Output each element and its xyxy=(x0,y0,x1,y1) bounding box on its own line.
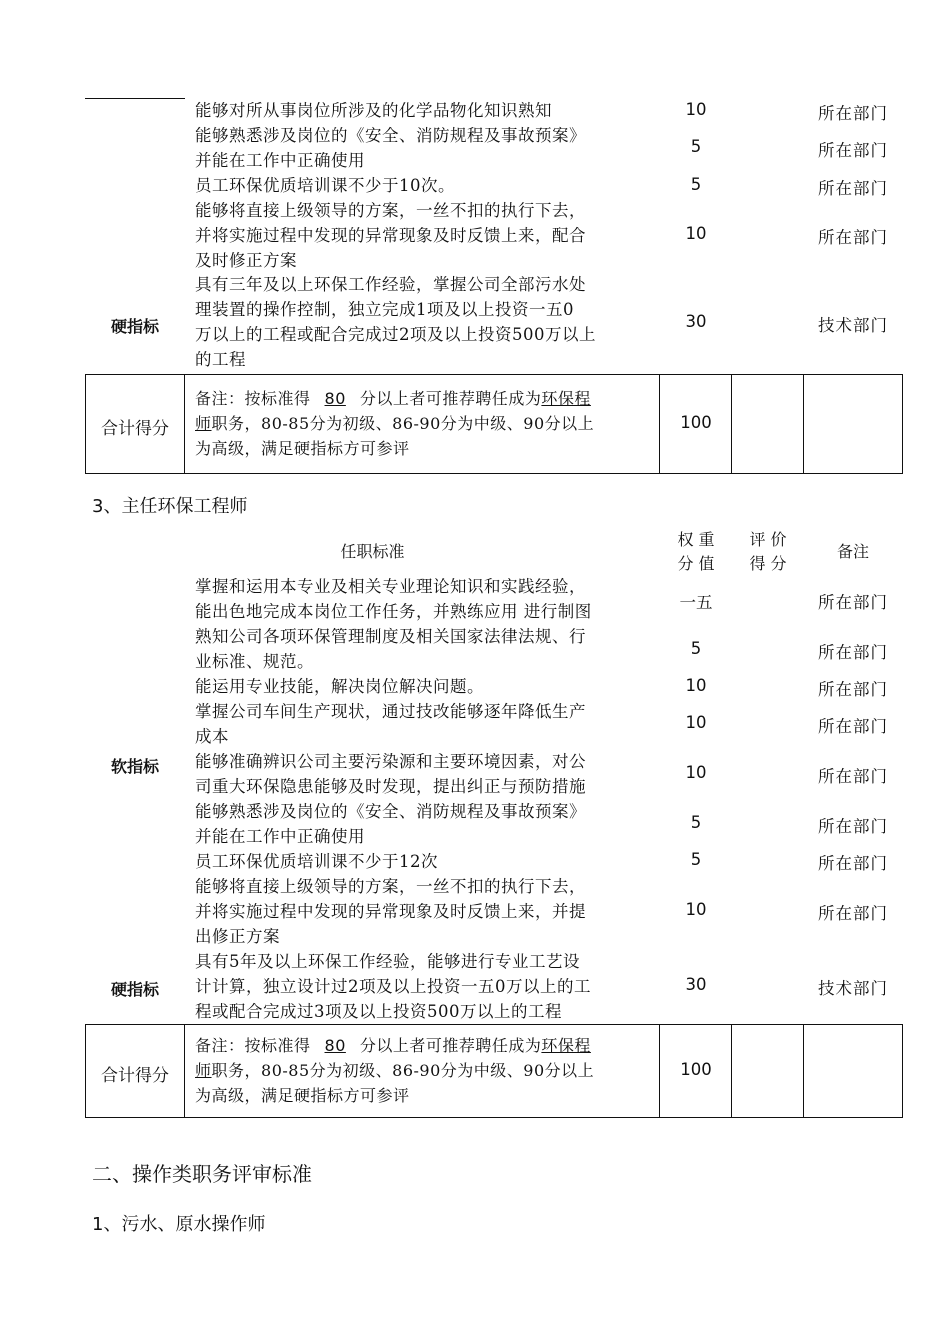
note-title-cont: 师 xyxy=(195,1061,212,1080)
header-weight: 权 重 分 值 xyxy=(677,530,715,573)
dept-value: 所在部门 xyxy=(818,643,888,662)
weight-value: 5 xyxy=(690,850,702,869)
standard-text: 具有5年及以上环保工作经验，能够进行专业工艺设 计计算，独立设计过2项及以上投资一五0万以上的工 程或配合完成过3项及以上投资500万以上的工程 xyxy=(195,952,591,1021)
weight-value: 30 xyxy=(685,975,707,994)
table-top-rule xyxy=(85,98,185,99)
dept-value: 技术部门 xyxy=(818,316,888,335)
dept-value: 所在部门 xyxy=(818,179,888,198)
standard-text: 具有三年及以上环保工作经验，掌握公司全部污水处 理装置的操作控制，独立完成1项及以上投资一五0 万以上的工程或配合完成过2项及以上投资500万以上 的工程 xyxy=(195,275,596,369)
standard-text: 能够将直接上级领导的方案，一丝不扣的执行下去， 并将实施过程中发现的异常现象及时反馈上来，配合 及时修正方案 xyxy=(195,201,586,270)
sub-heading: 1、污水、原水操作师 xyxy=(92,1214,266,1235)
note-rest: 职务，80-85分为初级、86-90分为中级、90分以上 为高级，满足硬指标方可参评 xyxy=(195,414,595,458)
total-label: 合计得分 xyxy=(101,419,169,439)
dept-value: 所在部门 xyxy=(818,904,888,923)
standard-text: 员工环保优质培训课不少于12次 xyxy=(195,852,438,871)
dept-value: 所在部门 xyxy=(818,141,888,160)
dept-value: 所在部门 xyxy=(818,680,888,699)
dept-value: 所在部门 xyxy=(818,717,888,736)
weight-value: 10 xyxy=(685,900,707,919)
section-heading: 二、操作类职务评审标准 xyxy=(92,1162,312,1186)
hard-indicator-label: 硬指标 xyxy=(110,317,159,336)
standard-text: 能够熟悉涉及岗位的《安全、消防规程及事故预案》 并能在工作中正确使用 xyxy=(195,126,586,170)
note-prefix: 备注：按标准得 xyxy=(195,1036,311,1055)
section-heading: 3、主任环保工程师 xyxy=(92,496,248,517)
col-divider xyxy=(803,374,804,474)
dept-value: 所在部门 xyxy=(818,767,888,786)
weight-value: 10 xyxy=(685,100,707,119)
hard-indicator-label: 硬指标 xyxy=(110,980,159,999)
standard-text: 员工环保优质培训课不少于10次。 xyxy=(195,176,455,195)
dept-value: 所在部门 xyxy=(818,104,888,123)
weight-value: 10 xyxy=(685,676,707,695)
note-title-cont: 师 xyxy=(195,414,212,433)
dept-value: 所在部门 xyxy=(818,854,888,873)
weight-value: 5 xyxy=(690,137,702,156)
header-remark: 备注 xyxy=(836,542,869,561)
standard-text: 能够准确辨识公司主要污染源和主要环境因素，对公 司重大环保隐患能够及时发现，提出纠正与预防措施 xyxy=(195,752,586,796)
note-mid: 分以上者可推荐聘任成为 xyxy=(359,389,542,408)
note-title: 环保程 xyxy=(541,1036,591,1055)
soft-indicator-label: 软指标 xyxy=(110,757,159,776)
standard-text: 掌握公司车间生产现状，通过技改能够逐年降低生产 成本 xyxy=(195,702,586,746)
total-value: 100 xyxy=(680,413,712,432)
total-value: 100 xyxy=(680,1060,712,1079)
weight-value: 5 xyxy=(690,639,702,658)
weight-value: 5 xyxy=(690,175,702,194)
note-mid: 分以上者可推荐聘任成为 xyxy=(359,1036,542,1055)
header-standard: 任职标准 xyxy=(340,542,405,561)
dept-value: 所在部门 xyxy=(818,817,888,836)
standard-text: 熟知公司各项环保管理制度及相关国家法律法规、行 业标准、规范。 xyxy=(195,627,586,671)
weight-value: 30 xyxy=(685,312,707,331)
note-score: 80 xyxy=(324,1036,346,1055)
weight-value: 10 xyxy=(685,713,707,732)
note-text xyxy=(195,386,655,461)
note-rest: 职务，80-85分为初级、86-90分为中级、90分以上 为高级，满足硬指标方可参评 xyxy=(195,1061,595,1105)
note-prefix: 备注：按标准得 xyxy=(195,389,311,408)
weight-value: 一五 xyxy=(679,593,713,612)
weight-value: 10 xyxy=(685,224,707,243)
dept-value: 技术部门 xyxy=(818,979,888,998)
note-title: 环保程 xyxy=(541,389,591,408)
header-score: 评 价 得 分 xyxy=(749,530,787,573)
weight-value: 10 xyxy=(685,763,707,782)
standard-text: 掌握和运用本专业及相关专业理论知识和实践经验， 能出色地完成本岗位工作任务，并熟练应用 进行制图 xyxy=(195,577,592,621)
standard-text: 能够熟悉涉及岗位的《安全、消防规程及事故预案》 并能在工作中正确使用 xyxy=(195,802,586,846)
total-label: 合计得分 xyxy=(101,1066,169,1086)
note-text xyxy=(195,1033,655,1108)
col-divider xyxy=(803,1024,804,1118)
standard-text: 能运用专业技能，解决岗位解决问题。 xyxy=(195,677,484,696)
dept-value: 所在部门 xyxy=(818,593,888,612)
weight-value: 5 xyxy=(690,813,702,832)
standard-text: 能够对所从事岗位所涉及的化学品物化知识熟知 xyxy=(195,101,552,120)
note-score: 80 xyxy=(324,389,346,408)
dept-value: 所在部门 xyxy=(818,228,888,247)
standard-text: 能够将直接上级领导的方案，一丝不扣的执行下去， 并将实施过程中发现的异常现象及时反馈上来，并提 出修正方案 xyxy=(195,877,586,946)
